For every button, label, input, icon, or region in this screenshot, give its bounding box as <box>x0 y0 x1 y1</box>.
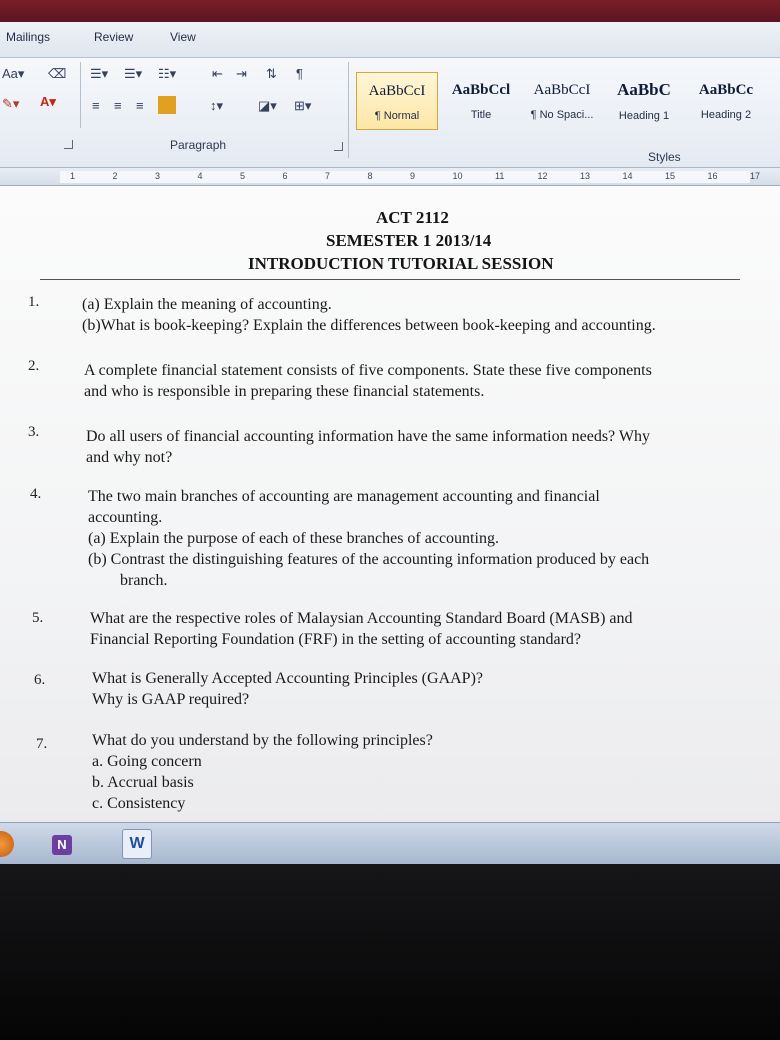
question-line: a. Going concern <box>92 753 202 770</box>
question-line: A complete financial statement consists of five components. State these five components <box>84 362 652 379</box>
question-line: (a) Explain the meaning of accounting. <box>82 296 332 313</box>
taskbar <box>0 822 780 864</box>
change-case-icon[interactable]: Aa▾ <box>2 66 25 81</box>
question-line: and who is responsible in preparing these financial statements. <box>84 383 485 400</box>
style-name: ¶ No Spaci... <box>530 109 594 121</box>
ruler-number: 11 <box>495 171 505 181</box>
question-line: What are the respective roles of Malaysian Accounting Standard Board (MASB) and <box>90 610 633 627</box>
ruler-number: 3 <box>155 171 161 181</box>
decrease-indent-icon[interactable]: ⇤ <box>212 66 223 81</box>
ruler-number: 7 <box>325 171 331 181</box>
horizontal-ruler[interactable] <box>0 168 780 186</box>
align-right-icon[interactable]: ≡ <box>136 98 144 113</box>
group-separator <box>348 62 349 158</box>
question-3 <box>86 426 650 468</box>
ruler-number: 9 <box>410 171 416 181</box>
align-center-icon[interactable]: ≡ <box>114 98 122 113</box>
sort-icon[interactable]: ⇅ <box>266 66 277 81</box>
word-taskbar-icon[interactable]: W <box>122 829 152 859</box>
highlight-color-icon[interactable]: ✎▾ <box>2 96 20 111</box>
paragraph-group-label: Paragraph <box>170 138 227 152</box>
ruler-number: 17 <box>750 171 761 181</box>
ruler-number: 1 <box>70 171 76 181</box>
question-number: 4. <box>30 486 42 502</box>
style-sample: AaBbCcI <box>368 83 426 99</box>
style-sample: AaBbCc <box>698 82 754 98</box>
font-color-icon[interactable]: A▾ <box>40 94 56 109</box>
tab-view[interactable]: View <box>170 30 196 44</box>
question-line: and why not? <box>86 449 173 466</box>
question-number: 7. <box>36 736 48 752</box>
question-1 <box>82 294 656 336</box>
style-heading-2[interactable] <box>686 72 766 130</box>
question-line: What is Generally Accepted Accounting Principles (GAAP)? <box>92 670 483 687</box>
ruler-number: 15 <box>665 171 676 181</box>
ruler-number: 8 <box>367 171 373 181</box>
question-7 <box>92 730 433 814</box>
group-separator <box>80 62 81 128</box>
shading-icon[interactable]: ◪▾ <box>258 98 277 113</box>
style-sample: AaBbC <box>617 80 671 99</box>
ribbon <box>0 58 780 168</box>
window-title-bar <box>0 0 780 22</box>
question-line: b. Accrual basis <box>92 774 194 791</box>
question-5 <box>90 608 633 650</box>
question-4 <box>88 486 649 591</box>
question-line: The two main branches of accounting are management accounting and financial <box>88 488 600 505</box>
style-name: Heading 1 <box>618 110 670 122</box>
align-left-icon[interactable]: ≡ <box>92 98 100 113</box>
increase-indent-icon[interactable]: ⇥ <box>236 66 247 81</box>
question-line: accounting. <box>88 509 163 526</box>
ruler-number: 2 <box>112 171 118 181</box>
style-sample: AaBbCcI <box>533 82 591 98</box>
question-6 <box>92 668 483 710</box>
question-line: (b) Contrast the distinguishing features of the accounting information produced by each <box>88 551 650 568</box>
tab-review[interactable]: Review <box>94 30 134 44</box>
ruler-number: 5 <box>240 171 246 181</box>
question-number: 3. <box>28 424 40 440</box>
course-code: ACT 2112 <box>376 208 449 227</box>
ruler-number: 16 <box>707 171 718 181</box>
style-normal[interactable] <box>356 72 438 130</box>
question-line: Financial Reporting Foundation (FRF) in the setting of accounting standard? <box>90 631 582 648</box>
question-line: What do you understand by the following principles? <box>92 732 433 749</box>
document-page[interactable] <box>0 186 780 822</box>
question-number: 2. <box>28 358 40 374</box>
question-number: 6. <box>34 672 46 688</box>
question-line: branch. <box>120 572 168 589</box>
ruler-number: 6 <box>282 171 288 181</box>
question-line: (a) Explain the purpose of each of these branches of accounting. <box>88 530 499 547</box>
question-line: Do all users of financial accounting information have the same information needs? Why <box>86 428 650 445</box>
question-line: c. Consistency <box>92 795 186 812</box>
question-2 <box>84 360 652 402</box>
session-heading: INTRODUCTION TUTORIAL SESSION <box>248 254 554 273</box>
style-name: Heading 2 <box>700 109 752 121</box>
question-number: 1. <box>28 294 40 310</box>
question-line: Why is GAAP required? <box>92 691 250 708</box>
style-title[interactable] <box>442 72 520 130</box>
start-orb-icon[interactable] <box>0 831 14 857</box>
clear-formatting-icon[interactable]: ⌫ <box>48 66 67 81</box>
question-number: 5. <box>32 610 44 626</box>
onenote-taskbar-icon[interactable]: N <box>52 835 72 855</box>
borders-icon[interactable]: ⊞▾ <box>294 98 312 113</box>
ruler-number: 12 <box>537 171 548 181</box>
style-sample: AaBbCcl <box>451 82 511 98</box>
ruler-text-area <box>60 171 750 183</box>
style-name: ¶ Normal <box>374 110 420 122</box>
title-divider <box>40 279 740 280</box>
numbering-icon[interactable]: ☰▾ <box>124 66 143 81</box>
show-formatting-icon[interactable]: ¶ <box>296 66 303 81</box>
ruler-number: 4 <box>197 171 203 181</box>
style-heading-1[interactable] <box>604 72 684 130</box>
style-no-spacing[interactable] <box>522 72 602 130</box>
paragraph-dialog-launcher-icon[interactable] <box>334 142 343 151</box>
style-name: Title <box>470 109 492 121</box>
font-dialog-launcher-icon[interactable] <box>64 140 73 149</box>
justify-icon[interactable] <box>158 96 176 114</box>
line-spacing-icon[interactable]: ↕▾ <box>210 98 224 113</box>
ruler-number: 10 <box>452 171 463 181</box>
tab-mailings[interactable]: Mailings <box>6 30 51 44</box>
ribbon-tabs <box>0 22 780 58</box>
ruler-number: 14 <box>622 171 633 181</box>
semester-heading: SEMESTER 1 2013/14 <box>326 231 492 250</box>
ruler-number: 13 <box>580 171 591 181</box>
styles-group-label: Styles <box>648 150 681 164</box>
screen-bezel <box>0 864 780 1040</box>
multilevel-list-icon[interactable]: ☷▾ <box>158 66 177 81</box>
question-line: (b)What is book-keeping? Explain the differences between book-keeping and accounting. <box>82 317 656 334</box>
bullets-icon[interactable]: ☰▾ <box>90 66 109 81</box>
